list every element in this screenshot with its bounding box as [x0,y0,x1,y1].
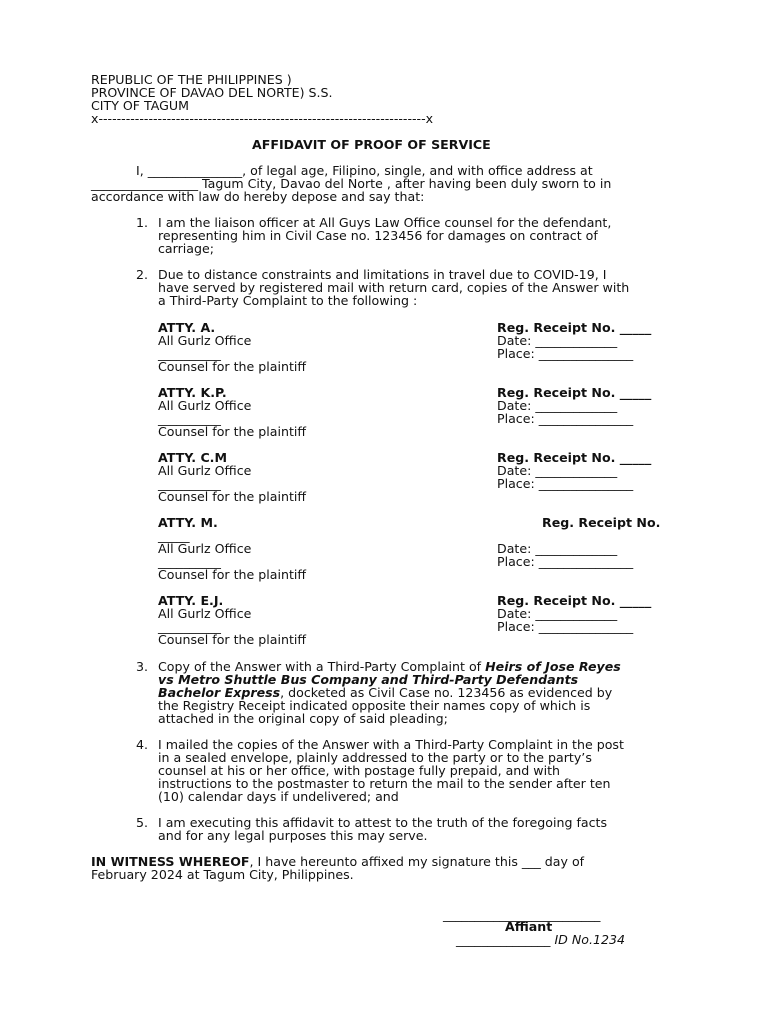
party-role: Counsel for the plaintiff [158,567,307,582]
party-date: Date: _____________ [497,541,618,556]
party-place: Place: _______________ [497,554,634,569]
item-2-line-2: have served by registered mail with return card, copies of the Answer with [158,280,630,295]
item-4-number: 4. [136,737,149,752]
party-name: ATTY. M. [158,515,218,530]
witness-rest: , I have hereunto affixed my signature this ___ day of [249,854,585,869]
party-blank: __________ [158,476,221,491]
intro-line-1: I, _______________, of legal age, Filipino, single, and with office address at [136,163,593,178]
party-place: Place: _______________ [497,411,634,426]
party-name-blank: _____ [158,528,190,543]
party-receipt: Reg. Receipt No. _____ [497,385,652,400]
item-3-post: , docketed as Civil Case no. 123456 as evidenced by [280,685,613,700]
item-3-case-title-2: vs Metro Shuttle Bus Company and Third-Party Defendants [158,672,579,687]
item-4-line-1: I mailed the copies of the Answer with a Third-Party Complaint in the post [158,737,624,752]
signature-line: _________________________ [443,907,601,922]
item-3-number: 3. [136,659,149,674]
party-receipt: Reg. Receipt No. [542,515,661,530]
header-province: PROVINCE OF DAVAO DEL NORTE) S.S. [91,85,333,100]
id-blank: _______________ [456,932,551,947]
party-role: Counsel for the plaintiff [158,424,307,439]
party-office: All Gurlz Office [158,606,252,621]
document-title: AFFIDAVIT OF PROOF OF SERVICE [252,137,491,152]
party-place: Place: _______________ [497,619,634,634]
item-4-line-2: in a sealed envelope, plainly addressed to the party or to the party’s [158,750,592,765]
party-date: Date: _____________ [497,463,618,478]
id-number: ID No.1234 [554,932,626,947]
party-receipt: Reg. Receipt No. _____ [497,320,652,335]
item-5-line-1: I am executing this affidavit to attest to the truth of the foregoing facts [158,815,608,830]
affiant-label: Affiant [505,919,553,934]
party-office: All Gurlz Office [158,398,252,413]
party-date: Date: _____________ [497,333,618,348]
header-separator: x------------------------------------------------------------------------x [91,111,434,126]
item-1-number: 1. [136,215,149,230]
intro-line-3: accordance with law do hereby depose and say that: [91,189,425,204]
party-name: ATTY. K.P. [158,385,227,400]
item-4-line-5: (10) calendar days if undelivered; and [158,789,399,804]
party-blank: __________ [158,619,221,634]
item-3-pre: Copy of the Answer with a Third-Party Complaint of [158,659,486,674]
party-place: Place: _______________ [497,346,634,361]
party-blank: __________ [158,346,221,361]
party-blank: __________ [158,411,221,426]
party-role: Counsel for the plaintiff [158,632,307,647]
item-2-line-1: Due to distance constraints and limitations in travel due to COVID-19, I [158,267,607,282]
party-name: ATTY. A. [158,320,216,335]
item-2-line-3: a Third-Party Complaint to the following : [158,293,418,308]
witness-line-2: February 2024 at Tagum City, Philippines. [91,867,354,882]
party-office: All Gurlz Office [158,463,252,478]
id-line [456,933,625,946]
party-date: Date: _____________ [497,398,618,413]
header-city: CITY OF TAGUM [91,98,190,113]
item-1-line-2: representing him in Civil Case no. 123456 for damages on contract of [158,228,598,243]
item-3-case-title-3: Bachelor Express [158,685,281,700]
item-4-line-4: instructions to the postmaster to return the mail to the sender after ten [158,776,611,791]
party-receipt: Reg. Receipt No. _____ [497,450,652,465]
intro-line-2: _________________ Tagum City, Davao del Norte , after having been duly sworn to in [91,176,612,191]
party-receipt: Reg. Receipt No. _____ [497,593,652,608]
item-1-line-3: carriage; [158,241,214,256]
header-republic: REPUBLIC OF THE PHILIPPINES ) [91,72,292,87]
item-5-number: 5. [136,815,149,830]
party-role: Counsel for the plaintiff [158,489,307,504]
item-3-case-title-1: Heirs of Jose Reyes [485,659,621,674]
item-3-line-5: attached in the original copy of said pleading; [158,711,448,726]
item-2-number: 2. [136,267,149,282]
item-5-line-2: and for any legal purposes this may serve. [158,828,428,843]
item-3-line-4: the Registry Receipt indicated opposite their names copy of which is [158,698,591,713]
witness-bold: IN WITNESS WHEREOF [91,854,250,869]
party-office: All Gurlz Office [158,333,252,348]
item-4-line-3: counsel at his or her office, with postage fully prepaid, and with [158,763,560,778]
party-role: Counsel for the plaintiff [158,359,307,374]
item-1-line-1: I am the liaison officer at All Guys Law Office counsel for the defendant, [158,215,612,230]
party-blank: __________ [158,554,221,569]
party-place: Place: _______________ [497,476,634,491]
party-name: ATTY. C.M [158,450,227,465]
party-date: Date: _____________ [497,606,618,621]
party-office: All Gurlz Office [158,541,252,556]
party-name: ATTY. E.J. [158,593,224,608]
